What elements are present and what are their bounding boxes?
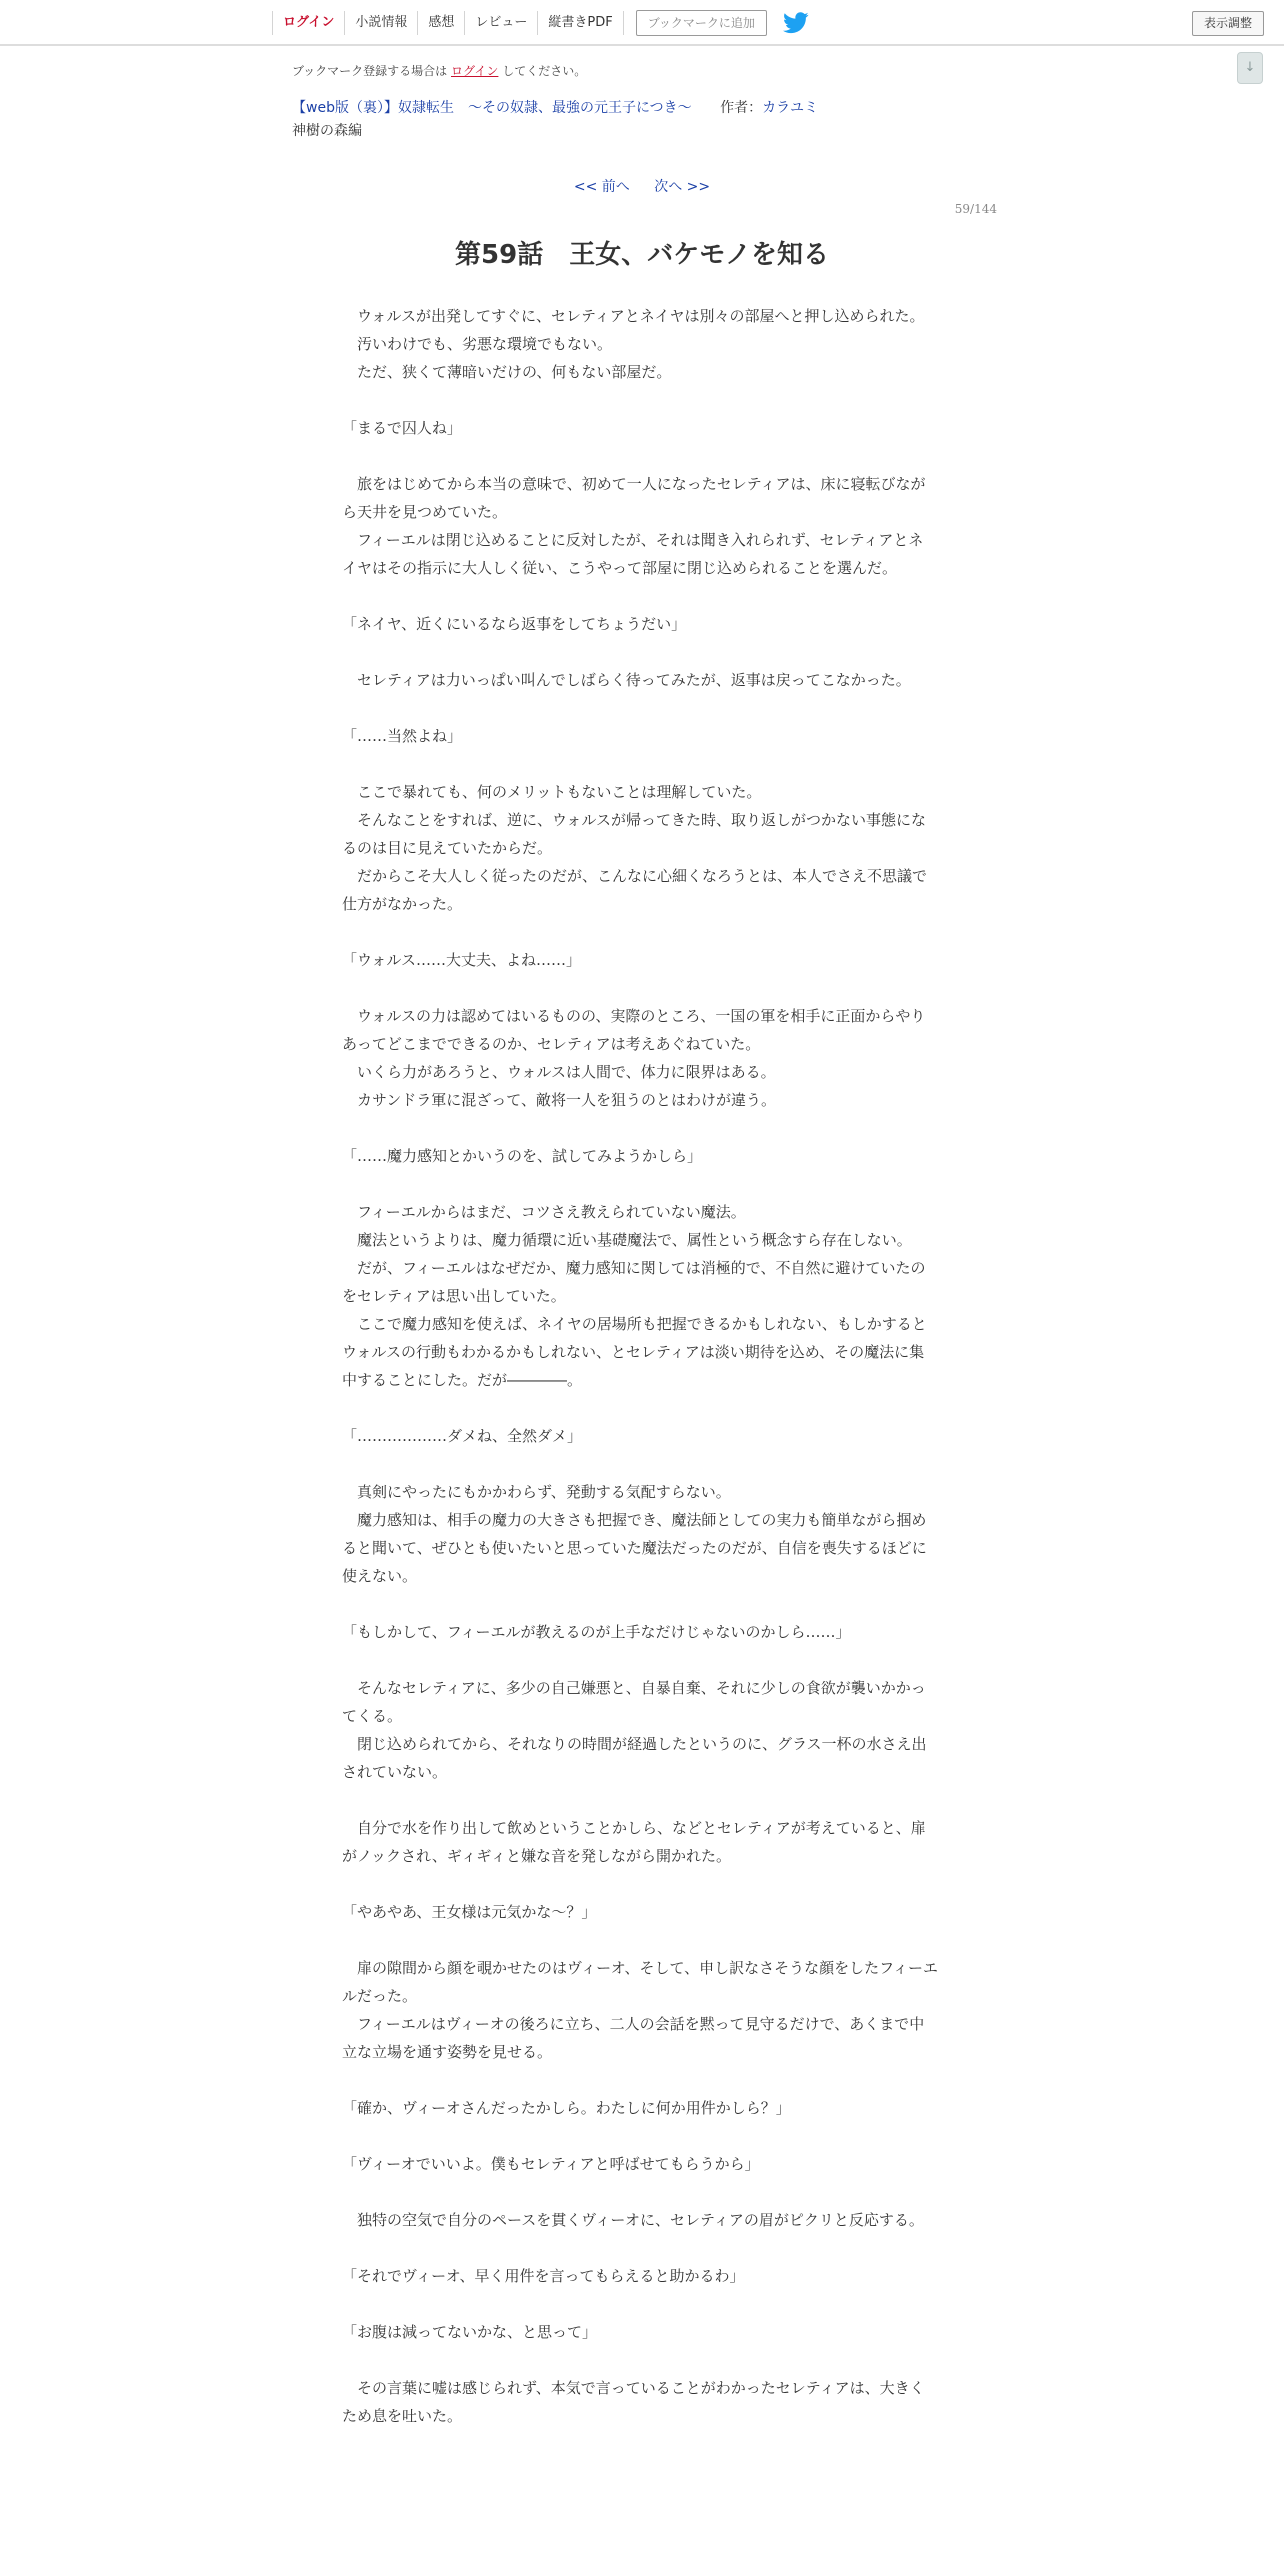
series-title-link[interactable]: 【web版（裏）】奴隷転生 ～その奴隷、最強の元王子につき～ <box>292 100 692 116</box>
body-paragraph: だからこそ大人しく従ったのだが、こんなに心細くなろうとは、本人でさえ不思議で仕方がなかった。 <box>342 867 928 913</box>
blank-line <box>342 1450 938 1478</box>
body-paragraph: いくら力があろうと、ウォルスは人間で、体力に限界はある。 <box>342 1063 776 1081</box>
body-paragraph: 扉の隙間から顔を覗かせたのはヴィーオ、そして、申し訳なさそうな顔をしたフィーエルだった。 <box>342 1959 938 2005</box>
body-paragraph: フィーエルは閉じ込めることに反対したが、それは聞き入れられず、セレティアとネイヤはその指示に大人しく従い、こうやって部屋に閉じ込められることを選んだ。 <box>342 531 924 577</box>
blank-line <box>342 1114 938 1142</box>
blank-line <box>342 1170 938 1198</box>
body-paragraph: 「まるで囚人ね」 <box>342 419 462 437</box>
body-paragraph: 「確か、ヴィーオさんだったかしら。わたしに何か用件かしら？」 <box>342 2099 791 2117</box>
blank-line <box>342 1646 938 1674</box>
notice-text-after: してください。 <box>502 64 587 78</box>
chapter-body <box>342 302 938 2430</box>
body-paragraph: 「……当然よね」 <box>342 727 463 745</box>
body-paragraph: そんなセレティアに、多少の自己嫌悪と、自暴自棄、それに少しの食欲が襲いかかってくる。 <box>342 1679 926 1725</box>
blank-line <box>342 918 938 946</box>
chapter-title: 第59話 王女、バケモノを知る <box>455 240 829 270</box>
blank-line <box>342 2234 938 2262</box>
blank-line <box>342 1870 938 1898</box>
nav-novel-info-link[interactable]: 小説情報 <box>344 11 417 35</box>
blank-line <box>342 2290 938 2318</box>
body-paragraph: 「ウォルス……大丈夫、よね……」 <box>342 951 581 969</box>
blank-line <box>342 2346 938 2374</box>
body-paragraph: 独特の空気で自分のペースを貫くヴィーオに、セレティアの眉がピクリと反応する。 <box>342 2211 924 2229</box>
body-paragraph: ウォルスが出発してすぐに、セレティアとネイヤは別々の部屋へと押し込められた。 <box>342 307 925 325</box>
scroll-down-arrow-icon[interactable]: ↓ <box>1237 52 1263 84</box>
bookmark-login-notice <box>292 62 586 79</box>
main-nav <box>272 0 809 46</box>
body-paragraph: 「……魔力感知とかいうのを、試してみようかしら」 <box>342 1147 703 1165</box>
blank-line <box>342 694 938 722</box>
body-paragraph: 自分で水を作り出して飲めということかしら、などとセレティアが考えていると、扉がノックされ、ギィギィと嫌な音を発しながら開かれた。 <box>342 1819 926 1865</box>
body-paragraph: ただ、狭くて薄暗いだけの、何もない部屋だ。 <box>342 363 672 381</box>
blank-line <box>342 974 938 1002</box>
display-settings-button[interactable]: 表示調整 <box>1192 11 1264 36</box>
blank-line <box>342 750 938 778</box>
body-paragraph: 閉じ込められてから、それなりの時間が経過したというのに、グラス一杯の水さえ出されていない。 <box>342 1735 927 1781</box>
blank-line <box>342 1926 938 1954</box>
blank-line <box>342 1590 938 1618</box>
body-paragraph: 旅をはじめてから本当の意味で、初めて一人になったセレティアは、床に寝転びながら天井を見つめていた。 <box>342 475 926 521</box>
body-paragraph: 「それでヴィーオ、早く用件を言ってもらえると助かるわ」 <box>342 2267 745 2285</box>
nav-vertical-pdf-link[interactable]: 縦書きPDF <box>537 11 623 35</box>
notice-text-before: ブックマーク登録する場合は <box>292 64 448 78</box>
body-paragraph: セレティアは力いっぱい叫んでしばらく待ってみたが、返事は戻ってこなかった。 <box>342 671 911 689</box>
notice-login-link[interactable]: ログイン <box>451 64 499 78</box>
body-paragraph: フィーエルからはまだ、コツさえ教えられていない魔法。 <box>342 1203 746 1221</box>
body-paragraph: 「ヴィーオでいいよ。僕もセレティアと呼ばせてもらうから」 <box>342 2155 760 2173</box>
nav-login-link[interactable]: ログイン <box>272 11 344 35</box>
series-info <box>292 97 818 117</box>
body-paragraph: 真剣にやったにもかかわらず、発動する気配すらない。 <box>342 1483 731 1501</box>
chapter-pager <box>0 176 1284 196</box>
prev-chapter-link[interactable]: << 前へ <box>573 179 630 195</box>
chapter-page-count: 59/144 <box>954 202 997 216</box>
blank-line <box>342 442 938 470</box>
body-paragraph: そんなことをすれば、逆に、ウォルスが帰ってきた時、取り返しがつかない事態になるのは目に見えていたからだ。 <box>342 811 926 857</box>
author-label: 作者： <box>720 100 763 116</box>
chapter-group-title: 神樹の森編 <box>292 123 362 139</box>
blank-line <box>342 2066 938 2094</box>
body-paragraph: その言葉に嘘は感じられず、本気で言っていることがわかったセレティアは、大きくため息を吐いた。 <box>342 2379 925 2425</box>
body-paragraph: フィーエルはヴィーオの後ろに立ち、二人の会話を黙って見守るだけで、あくまで中立な立場を通す姿勢を見せる。 <box>342 2015 925 2061</box>
body-paragraph: ここで魔力感知を使えば、ネイヤの居場所も把握できるかもしれない、もしかするとウォルスの行動もわかるかもしれない、とセレティアは淡い期待を込め、その魔法に集中することにした。だが――――。 <box>342 1315 927 1389</box>
body-paragraph: だが、フィーエルはなぜだか、魔力感知に関しては消極的で、不自然に避けていたのをセレティアは思い出していた。 <box>342 1259 926 1305</box>
blank-line <box>342 1394 938 1422</box>
author-link[interactable]: カラユミ <box>762 100 819 116</box>
body-paragraph: 「やあやあ、王女様は元気かな～？」 <box>342 1903 597 1921</box>
next-chapter-link[interactable]: 次へ >> <box>654 179 711 195</box>
top-nav-bar <box>0 0 1284 46</box>
blank-line <box>342 2122 938 2150</box>
body-paragraph: 魔力感知は、相手の魔力の大きさも把握でき、魔法師としての実力も簡単ながら掴めると聞いて、ぜひとも使いたいと思っていた魔法だったのだが、自信を喪失するほどに使えない。 <box>342 1511 927 1585</box>
body-paragraph: ここで暴れても、何のメリットもないことは理解していた。 <box>342 783 762 801</box>
body-paragraph: 「ネイヤ、近くにいるなら返事をしてちょうだい」 <box>342 615 687 633</box>
twitter-bird-icon[interactable] <box>783 12 809 34</box>
body-paragraph: カサンドラ軍に混ざって、敵将一人を狙うのとはわけが違う。 <box>342 1091 776 1109</box>
body-paragraph: ウォルスの力は認めてはいるものの、実際のところ、一国の軍を相手に正面からやりあってどこまでできるのか、セレティアは考えあぐねていた。 <box>342 1007 926 1053</box>
blank-line <box>342 2178 938 2206</box>
blank-line <box>342 582 938 610</box>
body-paragraph: 魔法というよりは、魔力循環に近い基礎魔法で、属性という概念すら存在しない。 <box>342 1231 912 1249</box>
body-paragraph: 「………………ダメね、全然ダメ」 <box>342 1427 583 1445</box>
nav-impressions-link[interactable]: 感想 <box>417 11 464 35</box>
nav-reviews-link[interactable]: レビュー <box>464 11 537 35</box>
body-paragraph: 汚いわけでも、劣悪な環境でもない。 <box>342 335 613 353</box>
add-bookmark-button[interactable]: ブックマークに追加 <box>636 10 767 36</box>
body-paragraph: 「お腹は減ってないかな、と思って」 <box>342 2323 598 2341</box>
blank-line <box>342 1786 938 1814</box>
blank-line <box>342 638 938 666</box>
blank-line <box>342 386 938 414</box>
body-paragraph: 「もしかして、フィーエルが教えるのが上手なだけじゃないのかしら……」 <box>342 1623 851 1641</box>
